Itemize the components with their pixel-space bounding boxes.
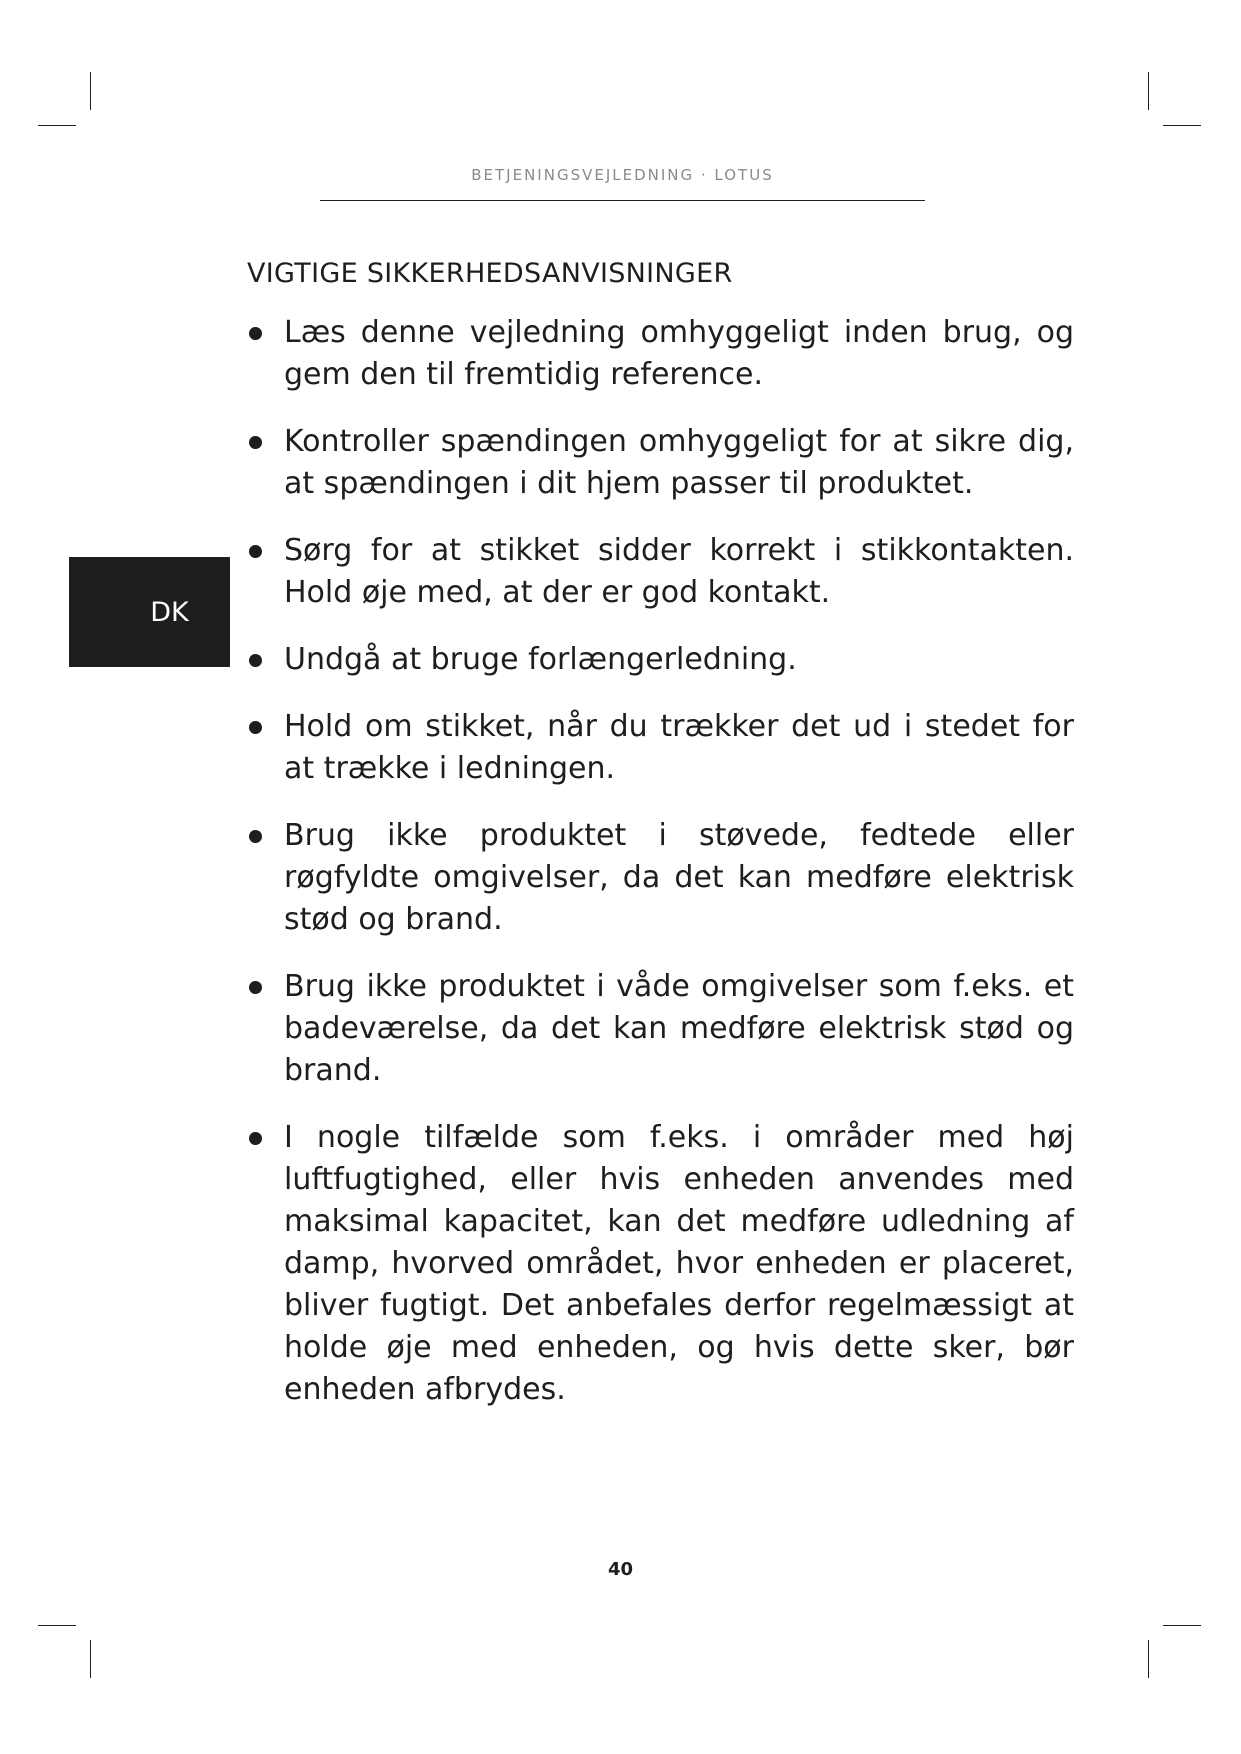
bullet-icon	[249, 981, 262, 994]
crop-mark-top-left-vertical	[90, 72, 91, 110]
crop-mark-bottom-right-horizontal	[1163, 1625, 1201, 1626]
section-title: VIGTIGE SIKKERHEDSANVISNINGER	[247, 258, 733, 289]
crop-mark-top-right-vertical	[1148, 72, 1149, 110]
crop-mark-bottom-left-vertical	[90, 1640, 91, 1678]
list-item	[247, 706, 1074, 790]
list-item	[247, 312, 1074, 396]
list-item-text: Brug ikke produktet i våde omgivelser som f.eks. et badeværelse, da det kan medføre elektrisk stød og brand.	[284, 969, 1074, 1088]
running-header: BETJENINGSVEJLEDNING · LOTUS	[471, 166, 774, 184]
crop-mark-top-left-horizontal	[38, 125, 76, 126]
list-item-text: I nogle tilfælde som f.eks. i områder med høj luftfugtighed, eller hvis enheden anvendes med maksimal kapacitet, kan det medføre udledning af damp, hvorved området, hvor enheden er placeret, bliver fugtigt. Det anbefales derfor regelmæssigt at holde øje med enheden, og hvis dette sker, bør enheden afbrydes.	[284, 1120, 1074, 1407]
crop-mark-top-right-horizontal	[1163, 125, 1201, 126]
list-item-text: Læs denne vejledning omhyggeligt inden brug, og gem den til fremtidig reference.	[284, 315, 1074, 392]
bullet-icon	[249, 721, 262, 734]
bullet-icon	[249, 545, 262, 558]
bullet-icon	[249, 1132, 262, 1145]
list-item	[247, 966, 1074, 1092]
list-item-text: Hold om stikket, når du trækker det ud i stedet for at trække i ledningen.	[284, 709, 1074, 786]
crop-mark-bottom-left-horizontal	[38, 1625, 76, 1626]
list-item	[247, 639, 1074, 681]
list-item-text: Sørg for at stikket sidder korrekt i stikkontakten. Hold øje med, at der er god kontakt.	[284, 533, 1074, 610]
list-item-text: Kontroller spændingen omhyggeligt for at sikre dig, at spændingen i dit hjem passer til produktet.	[284, 424, 1074, 501]
page-number: 40	[607, 1559, 634, 1580]
list-item	[247, 421, 1074, 505]
safety-instructions-list	[247, 312, 1074, 1436]
bullet-icon	[249, 830, 262, 843]
list-item-text: Undgå at bruge forlængerledning.	[284, 642, 797, 677]
bullet-icon	[249, 327, 262, 340]
list-item	[247, 1117, 1074, 1411]
bullet-icon	[249, 654, 262, 667]
header-divider	[320, 200, 925, 201]
list-item	[247, 815, 1074, 941]
list-item	[247, 530, 1074, 614]
list-item-text: Brug ikke produktet i støvede, fedtede eller røgfyldte omgivelser, da det kan medføre elektrisk stød og brand.	[284, 818, 1074, 937]
language-tab: DK	[69, 557, 230, 667]
crop-mark-bottom-right-vertical	[1148, 1640, 1149, 1678]
bullet-icon	[249, 436, 262, 449]
